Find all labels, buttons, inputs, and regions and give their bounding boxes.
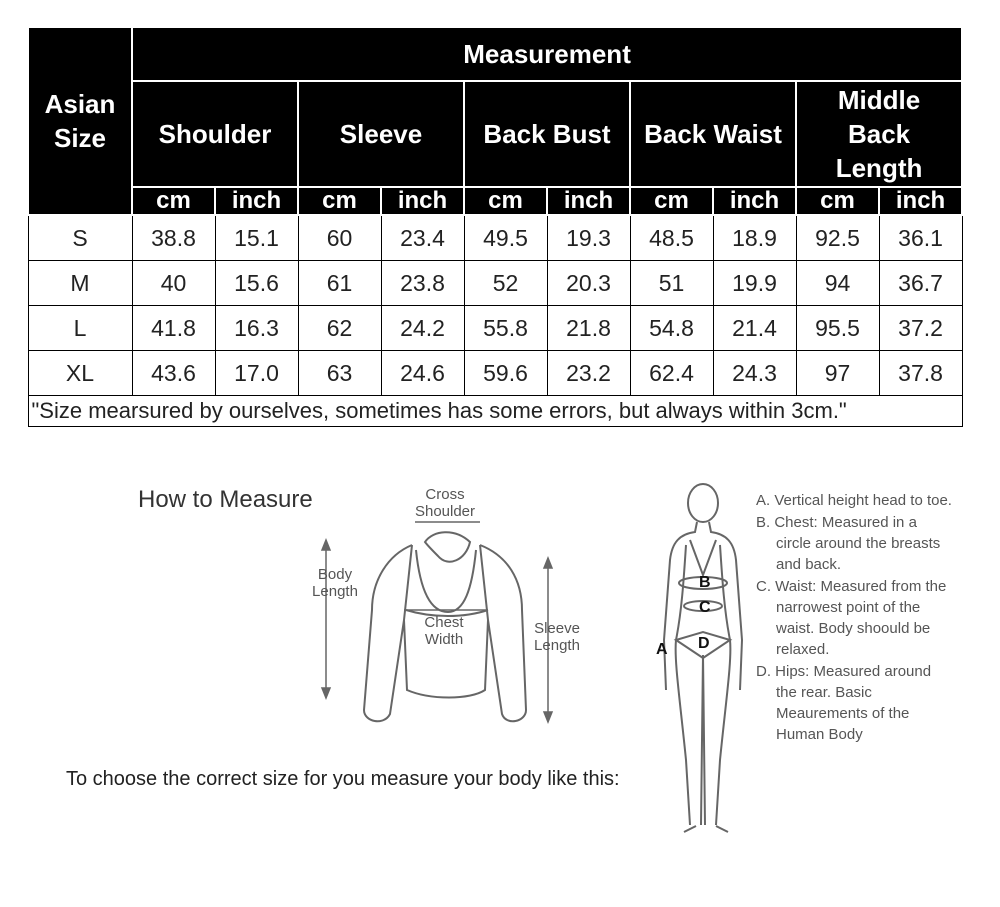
table-cell: 15.1 [215, 215, 298, 261]
body-length-label: Body Length [312, 566, 358, 600]
column-header-4: Middle Back Length [796, 81, 962, 187]
measurement-disclaimer: "Size mearsured by ourselves, sometimes has some errors, but always within 3cm." [28, 396, 962, 427]
size-label: S [28, 215, 132, 261]
table-cell: 43.6 [132, 351, 215, 396]
table-cell: 94 [796, 261, 879, 306]
sleeve-length-label: Sleeve Length [534, 620, 580, 654]
size-label: M [28, 261, 132, 306]
table-cell: 61 [298, 261, 381, 306]
unit-header: inch [547, 187, 630, 215]
unit-header: cm [464, 187, 547, 215]
table-cell: 18.9 [713, 215, 796, 261]
table-cell: 92.5 [796, 215, 879, 261]
table-cell: 20.3 [547, 261, 630, 306]
table-cell: 15.6 [215, 261, 298, 306]
table-cell: 48.5 [630, 215, 713, 261]
table-cell: 40 [132, 261, 215, 306]
body-letter-a: A [656, 641, 668, 658]
column-header-1: Sleeve [298, 81, 464, 187]
table-cell: 21.4 [713, 306, 796, 351]
table-cell: 23.2 [547, 351, 630, 396]
table-cell: 38.8 [132, 215, 215, 261]
unit-header: inch [879, 187, 962, 215]
table-cell: 24.6 [381, 351, 464, 396]
table-cell: 19.3 [547, 215, 630, 261]
measurement-note: A. Vertical height head to toe. [756, 492, 952, 509]
unit-header: cm [132, 187, 215, 215]
unit-header: inch [713, 187, 796, 215]
table-cell: 16.3 [215, 306, 298, 351]
table-cell: 24.2 [381, 306, 464, 351]
unit-header: cm [298, 187, 381, 215]
table-cell: 51 [630, 261, 713, 306]
table-cell: 37.2 [879, 306, 962, 351]
body-letter-b: B [699, 574, 711, 591]
table-cell: 62.4 [630, 351, 713, 396]
unit-header: inch [381, 187, 464, 215]
table-cell: 55.8 [464, 306, 547, 351]
measurement-note: C. Waist: Measured from the narrowest point of the waist. Body shoould be relaxed. [756, 578, 947, 658]
table-cell: 37.8 [879, 351, 962, 396]
instruction-text: To choose the correct size for you measure your body like this: [66, 768, 620, 790]
table-cell: 24.3 [713, 351, 796, 396]
table-cell: 49.5 [464, 215, 547, 261]
measurement-note: D. Hips: Measured around the rear. Basic Meaurements of the Human Body [756, 663, 932, 743]
body-figure [664, 484, 742, 832]
table-cell: 23.8 [381, 261, 464, 306]
cross-shoulder-label: Cross Shoulder [414, 486, 476, 520]
table-cell: 21.8 [547, 306, 630, 351]
table-cell: 59.6 [464, 351, 547, 396]
unit-header: inch [215, 187, 298, 215]
table-cell: 63 [298, 351, 381, 396]
column-header-3: Back Waist [630, 81, 796, 187]
table-cell: 17.0 [215, 351, 298, 396]
column-header-0: Shoulder [132, 81, 298, 187]
asian-size-header: Asian Size [28, 27, 132, 215]
column-header-2: Back Bust [464, 81, 630, 187]
body-letter-d: D [698, 635, 710, 652]
table-cell: 41.8 [132, 306, 215, 351]
measurement-notes [756, 490, 956, 746]
table-cell: 23.4 [381, 215, 464, 261]
table-cell: 36.1 [879, 215, 962, 261]
how-to-measure-title: How to Measure [138, 486, 313, 513]
chest-width-label: Chest Width [424, 614, 464, 648]
unit-header: cm [630, 187, 713, 215]
table-cell: 36.7 [879, 261, 962, 306]
table-cell: 54.8 [630, 306, 713, 351]
table-cell: 95.5 [796, 306, 879, 351]
size-label: XL [28, 351, 132, 396]
table-cell: 97 [796, 351, 879, 396]
body-letter-c: C [699, 599, 711, 616]
table-cell: 62 [298, 306, 381, 351]
measurement-note: B. Chest: Measured in a circle around the breasts and back. [756, 514, 941, 573]
table-cell: 52 [464, 261, 547, 306]
unit-header: cm [796, 187, 879, 215]
table-cell: 60 [298, 215, 381, 261]
measurement-header: Measurement [132, 27, 962, 81]
size-label: L [28, 306, 132, 351]
table-cell: 19.9 [713, 261, 796, 306]
